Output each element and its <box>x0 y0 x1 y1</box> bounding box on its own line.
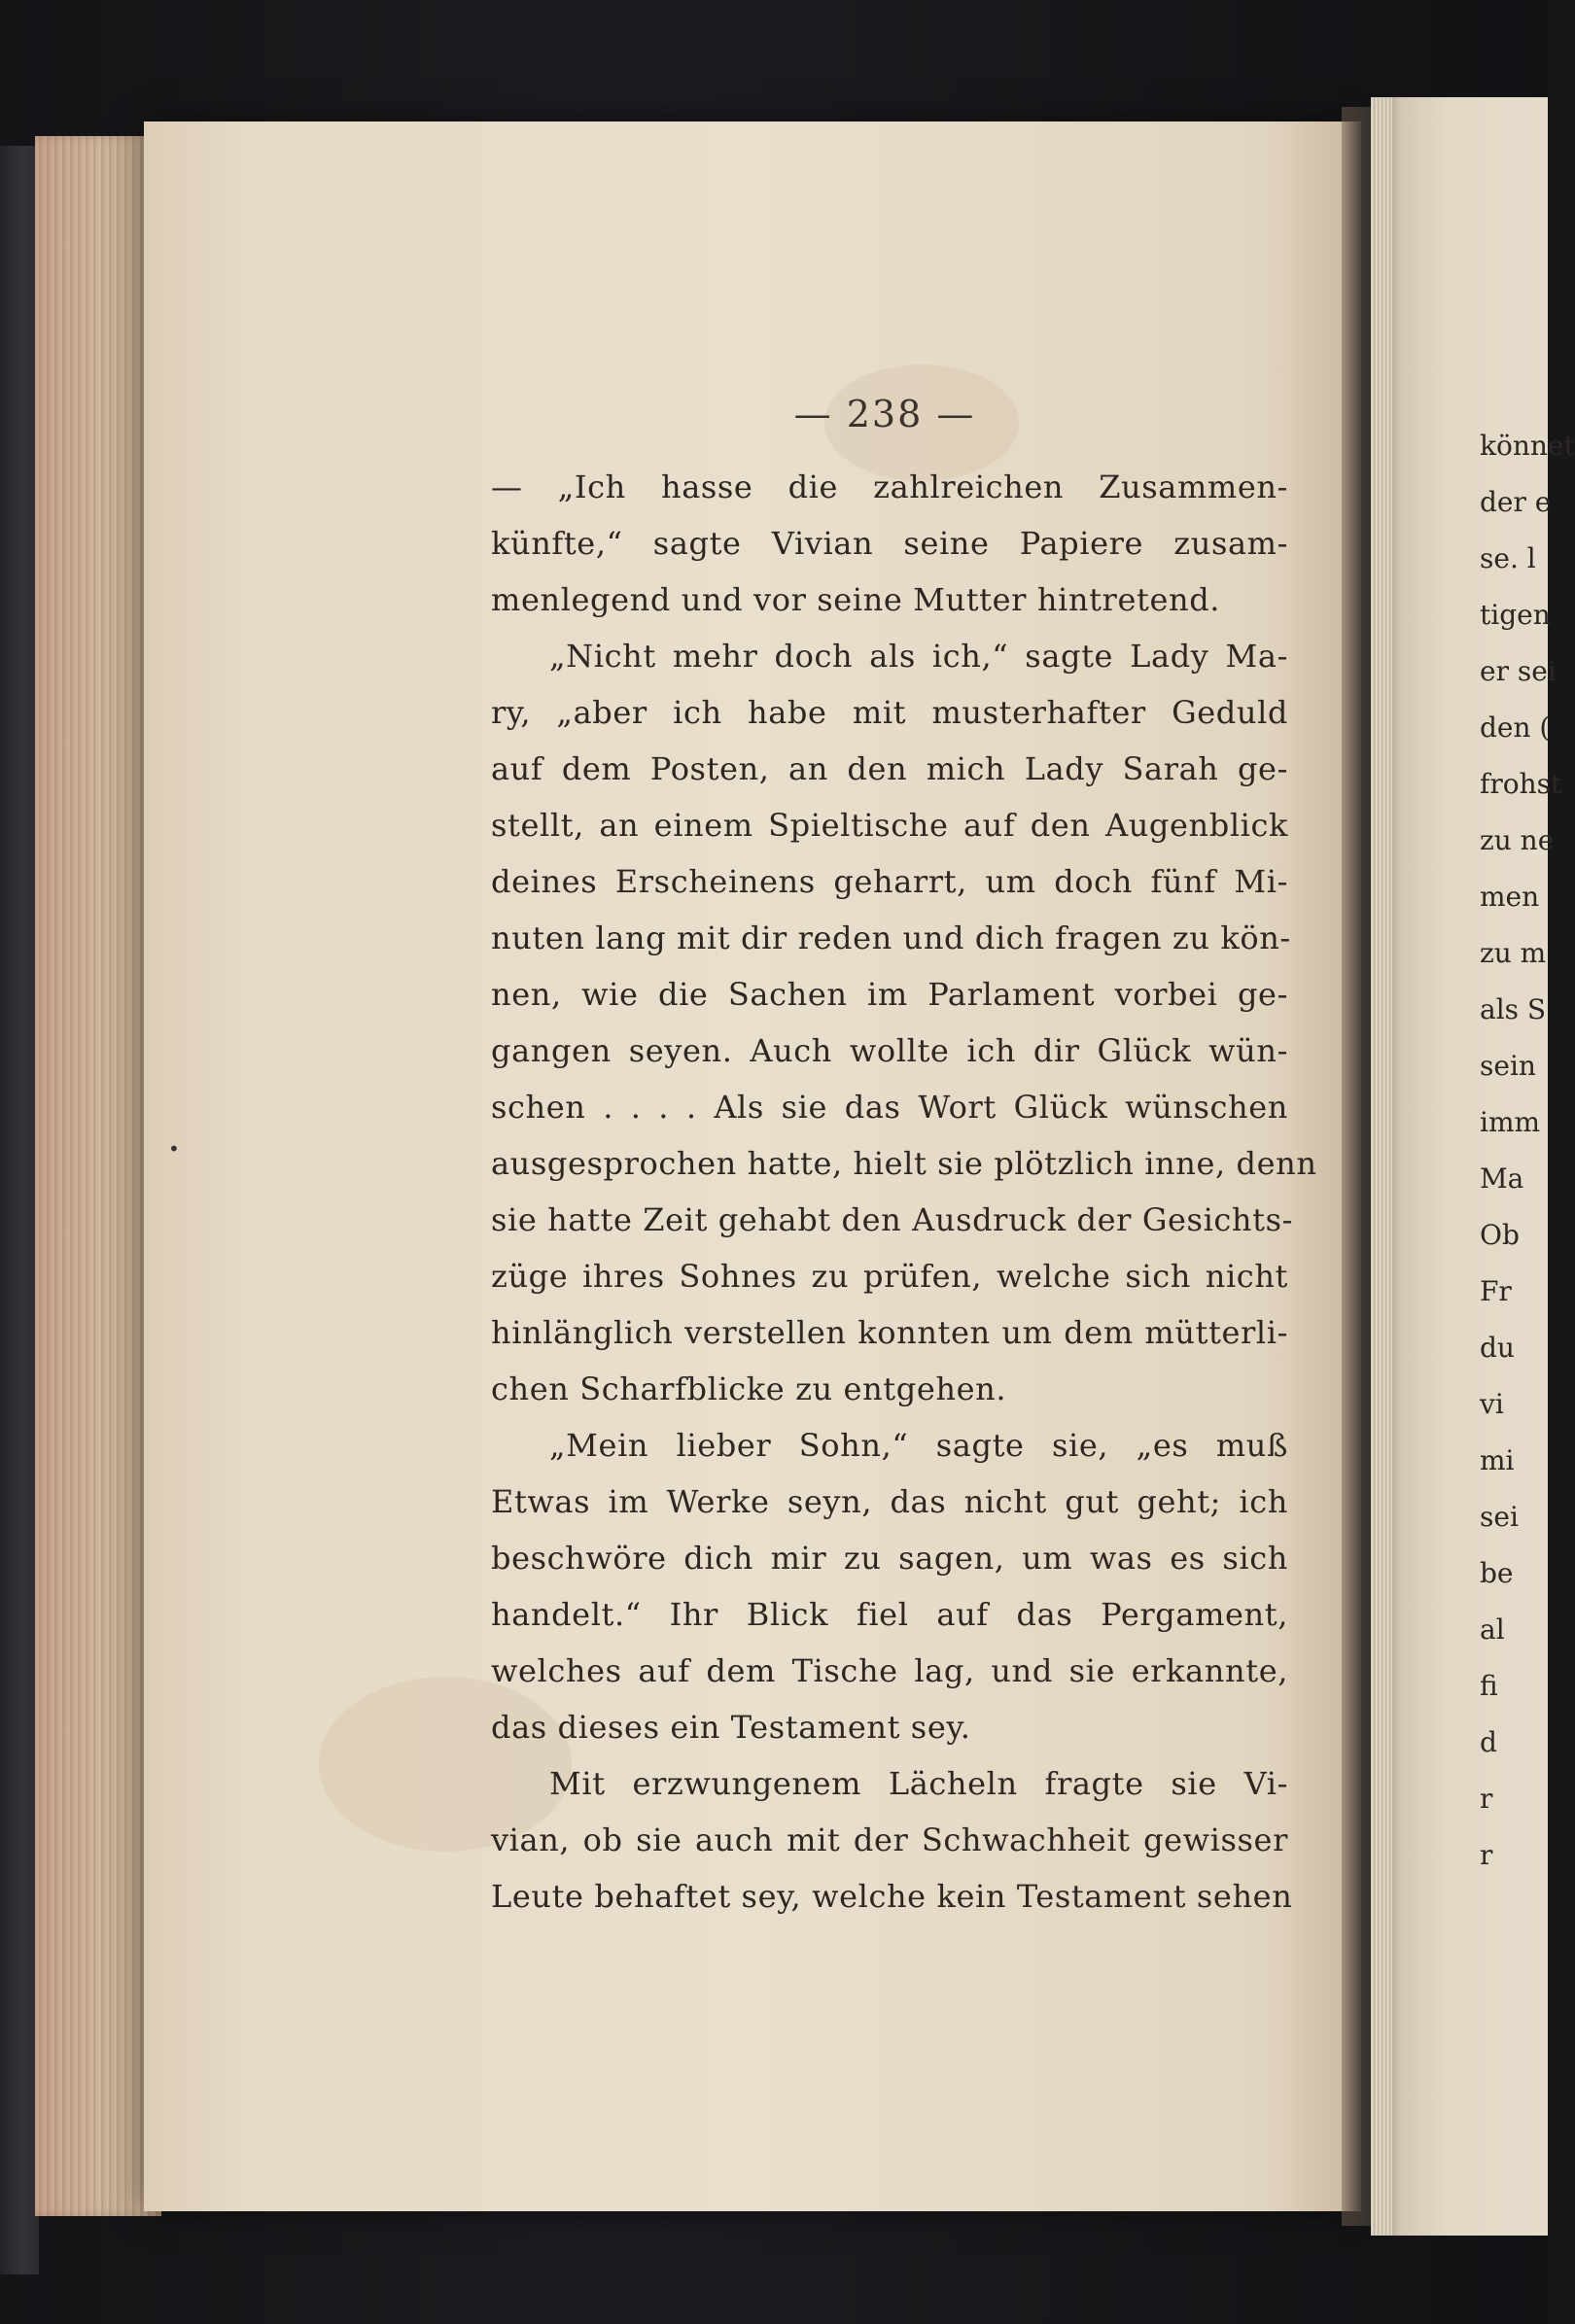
text-line: hinlänglich verstellen konnten um dem mütterli- <box>491 1314 1288 1351</box>
right-page-line: könnet <box>1480 430 1575 462</box>
right-page-line: imm <box>1480 1106 1541 1138</box>
right-page-line: tigen <box>1480 599 1551 631</box>
right-page-line: zu m <box>1480 937 1547 969</box>
text-line: chen Scharfblicke zu entgehen. <box>491 1370 1007 1407</box>
text-line: beschwöre dich mir zu sagen, um was es sich <box>491 1540 1288 1577</box>
text-line: nen, wie die Sachen im Parlament vorbei ge- <box>491 976 1288 1013</box>
right-page-line: al <box>1480 1613 1505 1646</box>
text-lines <box>491 459 1317 1925</box>
page-number: — 238 — <box>793 393 976 435</box>
book-cover-edge <box>0 146 39 2274</box>
text-line: künfte,“ sagte Vivian seine Papiere zusam- <box>491 525 1288 562</box>
text-line: sie hatte Zeit gehabt den Ausdruck der Gesichts- <box>491 1201 1294 1238</box>
right-page-line: als S <box>1480 993 1547 1025</box>
right-page-line: sein <box>1480 1050 1536 1082</box>
text-line: stellt, an einem Spieltische auf den Augenblick <box>491 807 1288 844</box>
text-line: schen . . . . Als sie das Wort Glück wünschen <box>491 1089 1288 1126</box>
right-page-line: Fr <box>1480 1275 1512 1307</box>
margin-mark: • <box>168 1137 180 1161</box>
text-line: deines Erscheinens geharrt, um doch fünf Mi- <box>491 863 1288 900</box>
right-page-line: r <box>1480 1783 1493 1815</box>
text-line: menlegend und vor seine Mutter hintretend. <box>491 581 1221 618</box>
text-line: Leute behaftet sey, welche kein Testament sehen <box>491 1878 1293 1915</box>
text-line: Etwas im Werke seyn, das nicht gut geht; ich <box>491 1483 1288 1520</box>
text-line: gangen seyen. Auch wollte ich dir Glück wün- <box>491 1032 1288 1069</box>
right-page-line: mi <box>1480 1444 1515 1476</box>
right-page-line: der e <box>1480 486 1552 518</box>
text-line: nuten lang mit dir reden und dich fragen zu kön- <box>491 919 1291 956</box>
text-line: welches auf dem Tische lag, und sie erkannte, <box>491 1652 1288 1689</box>
right-page-line: zu ne <box>1480 824 1555 856</box>
right-page-line: sei <box>1480 1501 1519 1533</box>
text-line: auf dem Posten, an den mich Lady Sarah ge- <box>491 750 1288 787</box>
text-line: „Nicht mehr doch als ich,“ sagte Lady Ma- <box>549 638 1288 675</box>
right-page-line: men <box>1480 881 1540 913</box>
text-line: handelt.“ Ihr Blick fiel auf das Pergament, <box>491 1596 1288 1633</box>
right-page-line: vi <box>1480 1388 1504 1420</box>
text-line: Mit erzwungenem Lächeln fragte sie Vi- <box>549 1765 1288 1802</box>
right-page-line: r <box>1480 1839 1493 1871</box>
right-page-line: se. l <box>1480 542 1536 574</box>
right-page-line: den ( <box>1480 711 1551 744</box>
right-page-line: er sei <box>1480 655 1557 687</box>
text-line: ry, „aber ich habe mit musterhafter Geduld <box>491 694 1288 731</box>
right-page-line: Ob <box>1480 1219 1520 1251</box>
text-line: ausgesprochen hatte, hielt sie plötzlich inne, denn <box>491 1145 1317 1182</box>
right-page-line: du <box>1480 1332 1515 1364</box>
text-line: vian, ob sie auch mit der Schwachheit gewisser <box>491 1821 1288 1858</box>
page-edges <box>35 136 161 2216</box>
right-page-line: d <box>1480 1726 1497 1758</box>
right-page-line: fi <box>1480 1670 1498 1702</box>
right-page-line: be <box>1480 1557 1514 1589</box>
right-page-text <box>1480 418 1575 1884</box>
right-page-line: frohst <box>1480 768 1562 800</box>
text-line: „Mein lieber Sohn,“ sagte sie, „es muß <box>549 1427 1288 1464</box>
text-line: züge ihres Sohnes zu prüfen, welche sich nicht <box>491 1258 1288 1295</box>
right-page-edge <box>1371 97 1392 2236</box>
text-line: das dieses ein Testament sey. <box>491 1709 971 1746</box>
text-line: — „Ich hasse die zahlreichen Zusammen- <box>491 468 1288 505</box>
right-page-line: Ma <box>1480 1162 1524 1195</box>
